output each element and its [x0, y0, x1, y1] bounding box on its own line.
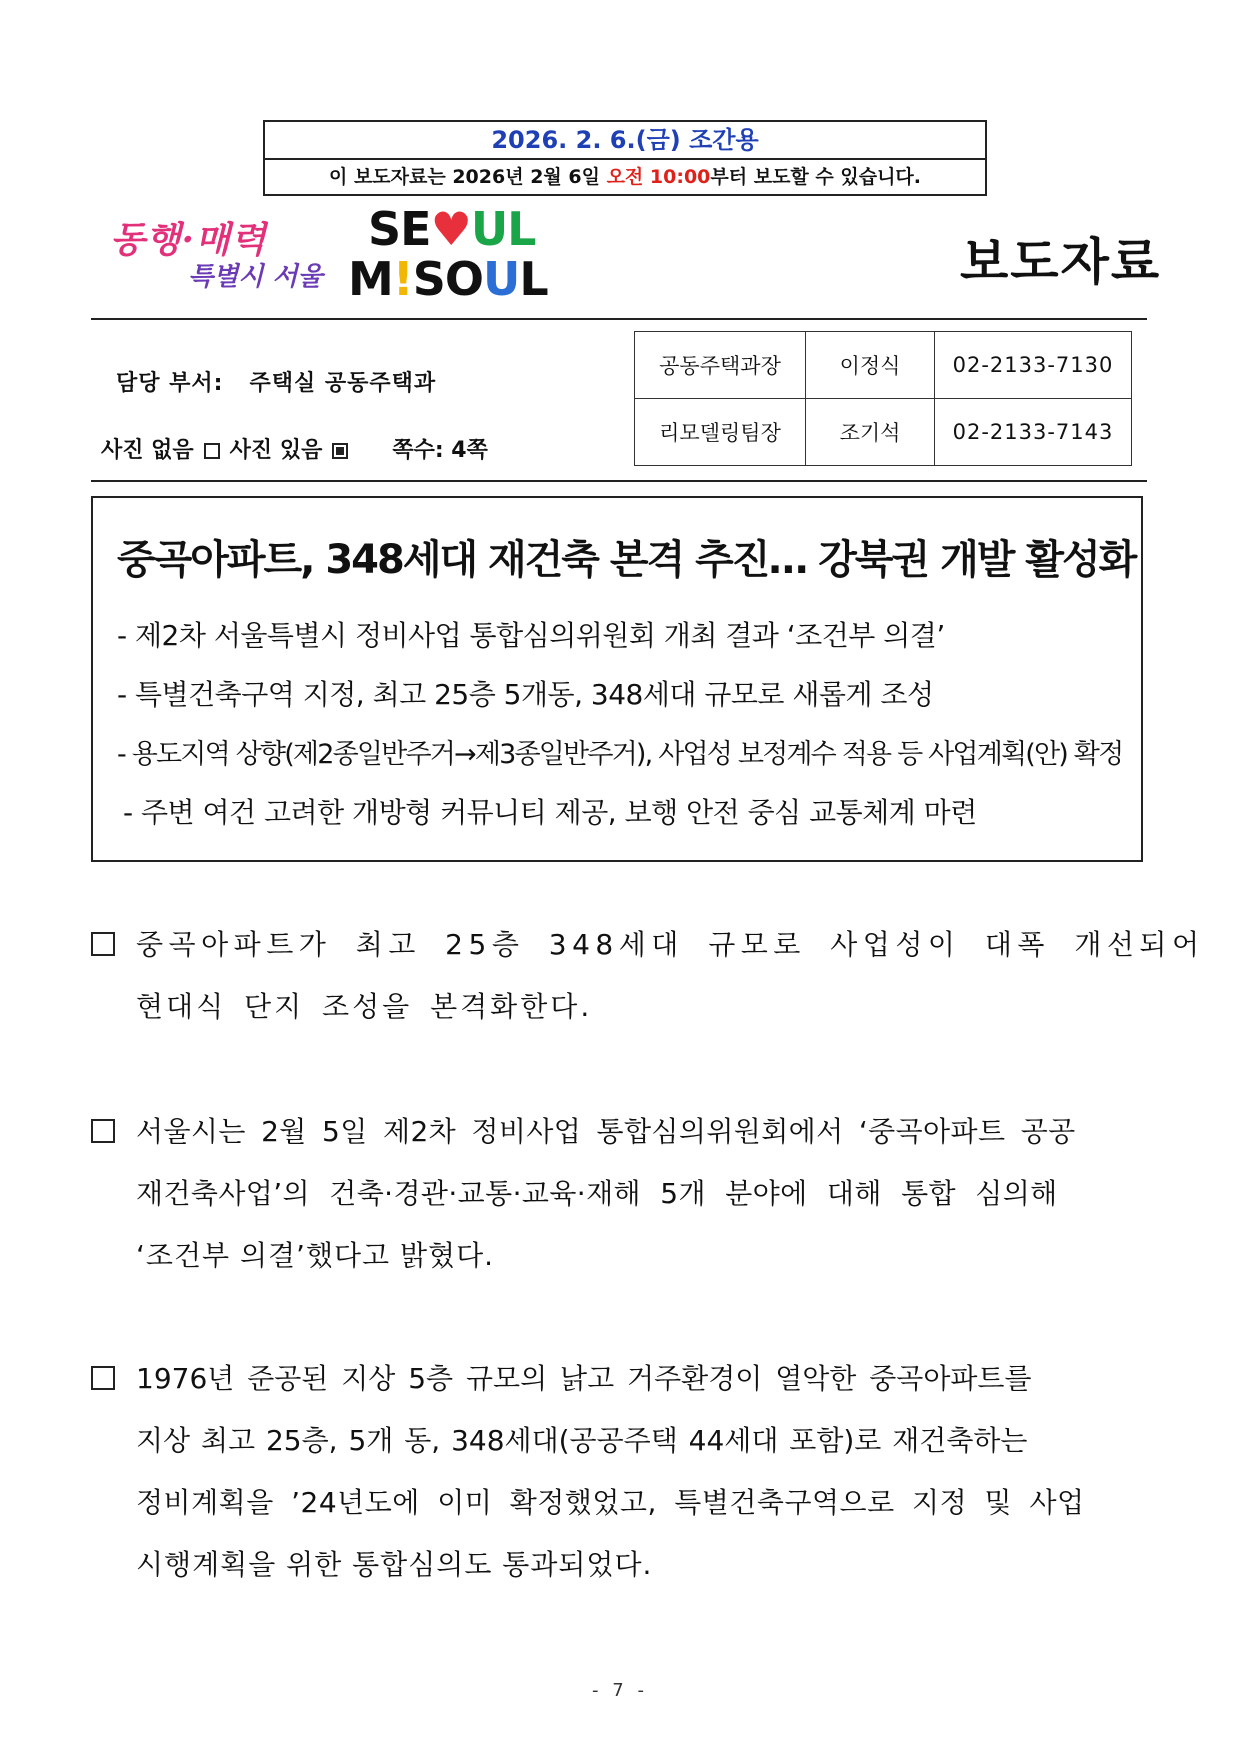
- body-paragraph: [91, 1348, 1151, 1596]
- paragraph-line: ‘조건부 의결’했다고 밝혔다.: [136, 1239, 495, 1272]
- contact-phone: 02-2133-7130: [935, 332, 1132, 399]
- exclamation-icon: !: [392, 252, 413, 306]
- body-paragraph: [91, 914, 1205, 1038]
- document-type-label: 보도자료: [960, 233, 1162, 291]
- slogan-line-2: 특별시 서울: [188, 262, 323, 292]
- header-divider-bottom: [91, 480, 1147, 482]
- paragraph-line: 서울시는 2월 5일 제2차 정비사업 통합심의위원회에서 ‘중곡아파트 공공: [136, 1115, 1076, 1148]
- embargo-time: 오전 10:00: [606, 166, 711, 188]
- paragraph-line: 재건축사업’의 건축·경관·교통·교육·재해 5개 분야에 대해 통합 심의해: [136, 1177, 1058, 1210]
- embargo-notice: [265, 160, 985, 194]
- release-date: 2026. 2. 6.(금) 조간용: [265, 122, 985, 160]
- body-paragraph: [91, 1101, 1151, 1287]
- logo-my-m: M: [348, 252, 393, 306]
- seoul-my-soul-logo: [342, 200, 548, 310]
- contact-role: 리모델링팀장: [635, 399, 806, 466]
- contact-phone: 02-2133-7143: [935, 399, 1132, 466]
- contact-row: [635, 332, 1132, 399]
- smile-u-icon: U: [483, 252, 520, 306]
- contact-name: 이정식: [806, 332, 935, 399]
- logo-seoul-ul: UL: [470, 202, 536, 256]
- contact-role: 공동주택과장: [635, 332, 806, 399]
- embargo-box: [263, 120, 987, 196]
- logo-soul-so: SO: [412, 252, 483, 306]
- bullet-box-icon: [91, 1119, 115, 1143]
- paragraph-line: 정비계획을 ’24년도에 이미 확정했었고, 특별건축구역으로 지정 및 사업: [136, 1486, 1085, 1519]
- subhead: - 제2차 서울특별시 정비사업 통합심의위원회 개최 결과 ‘조건부 의결’: [117, 619, 945, 652]
- logo-soul-l: L: [519, 252, 548, 306]
- photo-yes-checkbox: [332, 443, 348, 459]
- photo-none-label: 사진 없음: [101, 438, 194, 463]
- contact-name: 조기석: [806, 399, 935, 466]
- contact-table: [634, 331, 1132, 466]
- page-number: - 7 -: [592, 1680, 648, 1701]
- subhead: - 주변 여건 고려한 개방형 커뮤니티 제공, 보행 안전 중심 교통체계 마련: [123, 796, 977, 829]
- bullet-box-icon: [91, 932, 115, 956]
- embargo-notice-pre: 이 보도자료는 2026년 2월 6일: [328, 166, 607, 188]
- logo-seoul-se: SE: [368, 202, 431, 256]
- logo-word-mysoul: [348, 252, 548, 306]
- photo-none-checkbox: [204, 443, 220, 459]
- subhead: - 특별건축구역 지정, 최고 25층 5개동, 348세대 규모로 새롭게 조성: [117, 678, 934, 711]
- paragraph-line: 현대식 단지 조성을 본격화한다.: [136, 990, 593, 1023]
- heart-icon: ♥: [430, 202, 471, 256]
- slogan-line-1: 동행·매력: [110, 219, 267, 261]
- bullet-box-icon: [91, 1366, 115, 1390]
- header-divider-top: [91, 318, 1147, 320]
- paragraph-line: 1976년 준공된 지상 5층 규모의 낡고 거주환경이 열악한 중곡아파트를: [136, 1362, 1032, 1395]
- headline: 중곡아파트, 348세대 재건축 본격 추진… 강북권 개발 활성화: [117, 537, 1136, 583]
- headline-box: [91, 496, 1143, 862]
- photo-status-line: [101, 433, 498, 464]
- department-label: 담당 부서:: [116, 371, 224, 396]
- paragraph-line: 지상 최고 25층, 5개 동, 348세대(공공주택 44세대 포함)로 재건축하는: [136, 1424, 1028, 1457]
- department-line: [116, 366, 436, 397]
- contact-row: [635, 399, 1132, 466]
- logo-word-seoul: [368, 202, 535, 256]
- page-count: 쪽수: 4쪽: [392, 438, 488, 463]
- seoul-slogan-logo: [110, 212, 323, 302]
- department-value: 주택실 공동주택과: [249, 371, 437, 396]
- subhead: - 용도지역 상향(제2종일반주거→제3종일반주거), 사업성 보정계수 적용 등 사업계획(안) 확정: [117, 739, 1123, 770]
- paragraph-line: 중곡아파트가 최고 25층 348세대 규모로 사업성이 대폭 개선되어: [136, 928, 1205, 961]
- photo-yes-label: 사진 있음: [229, 438, 323, 463]
- paragraph-line: 시행계획을 위한 통합심의도 통과되었다.: [136, 1548, 653, 1581]
- embargo-notice-post: 부터 보도할 수 있습니다.: [710, 166, 921, 188]
